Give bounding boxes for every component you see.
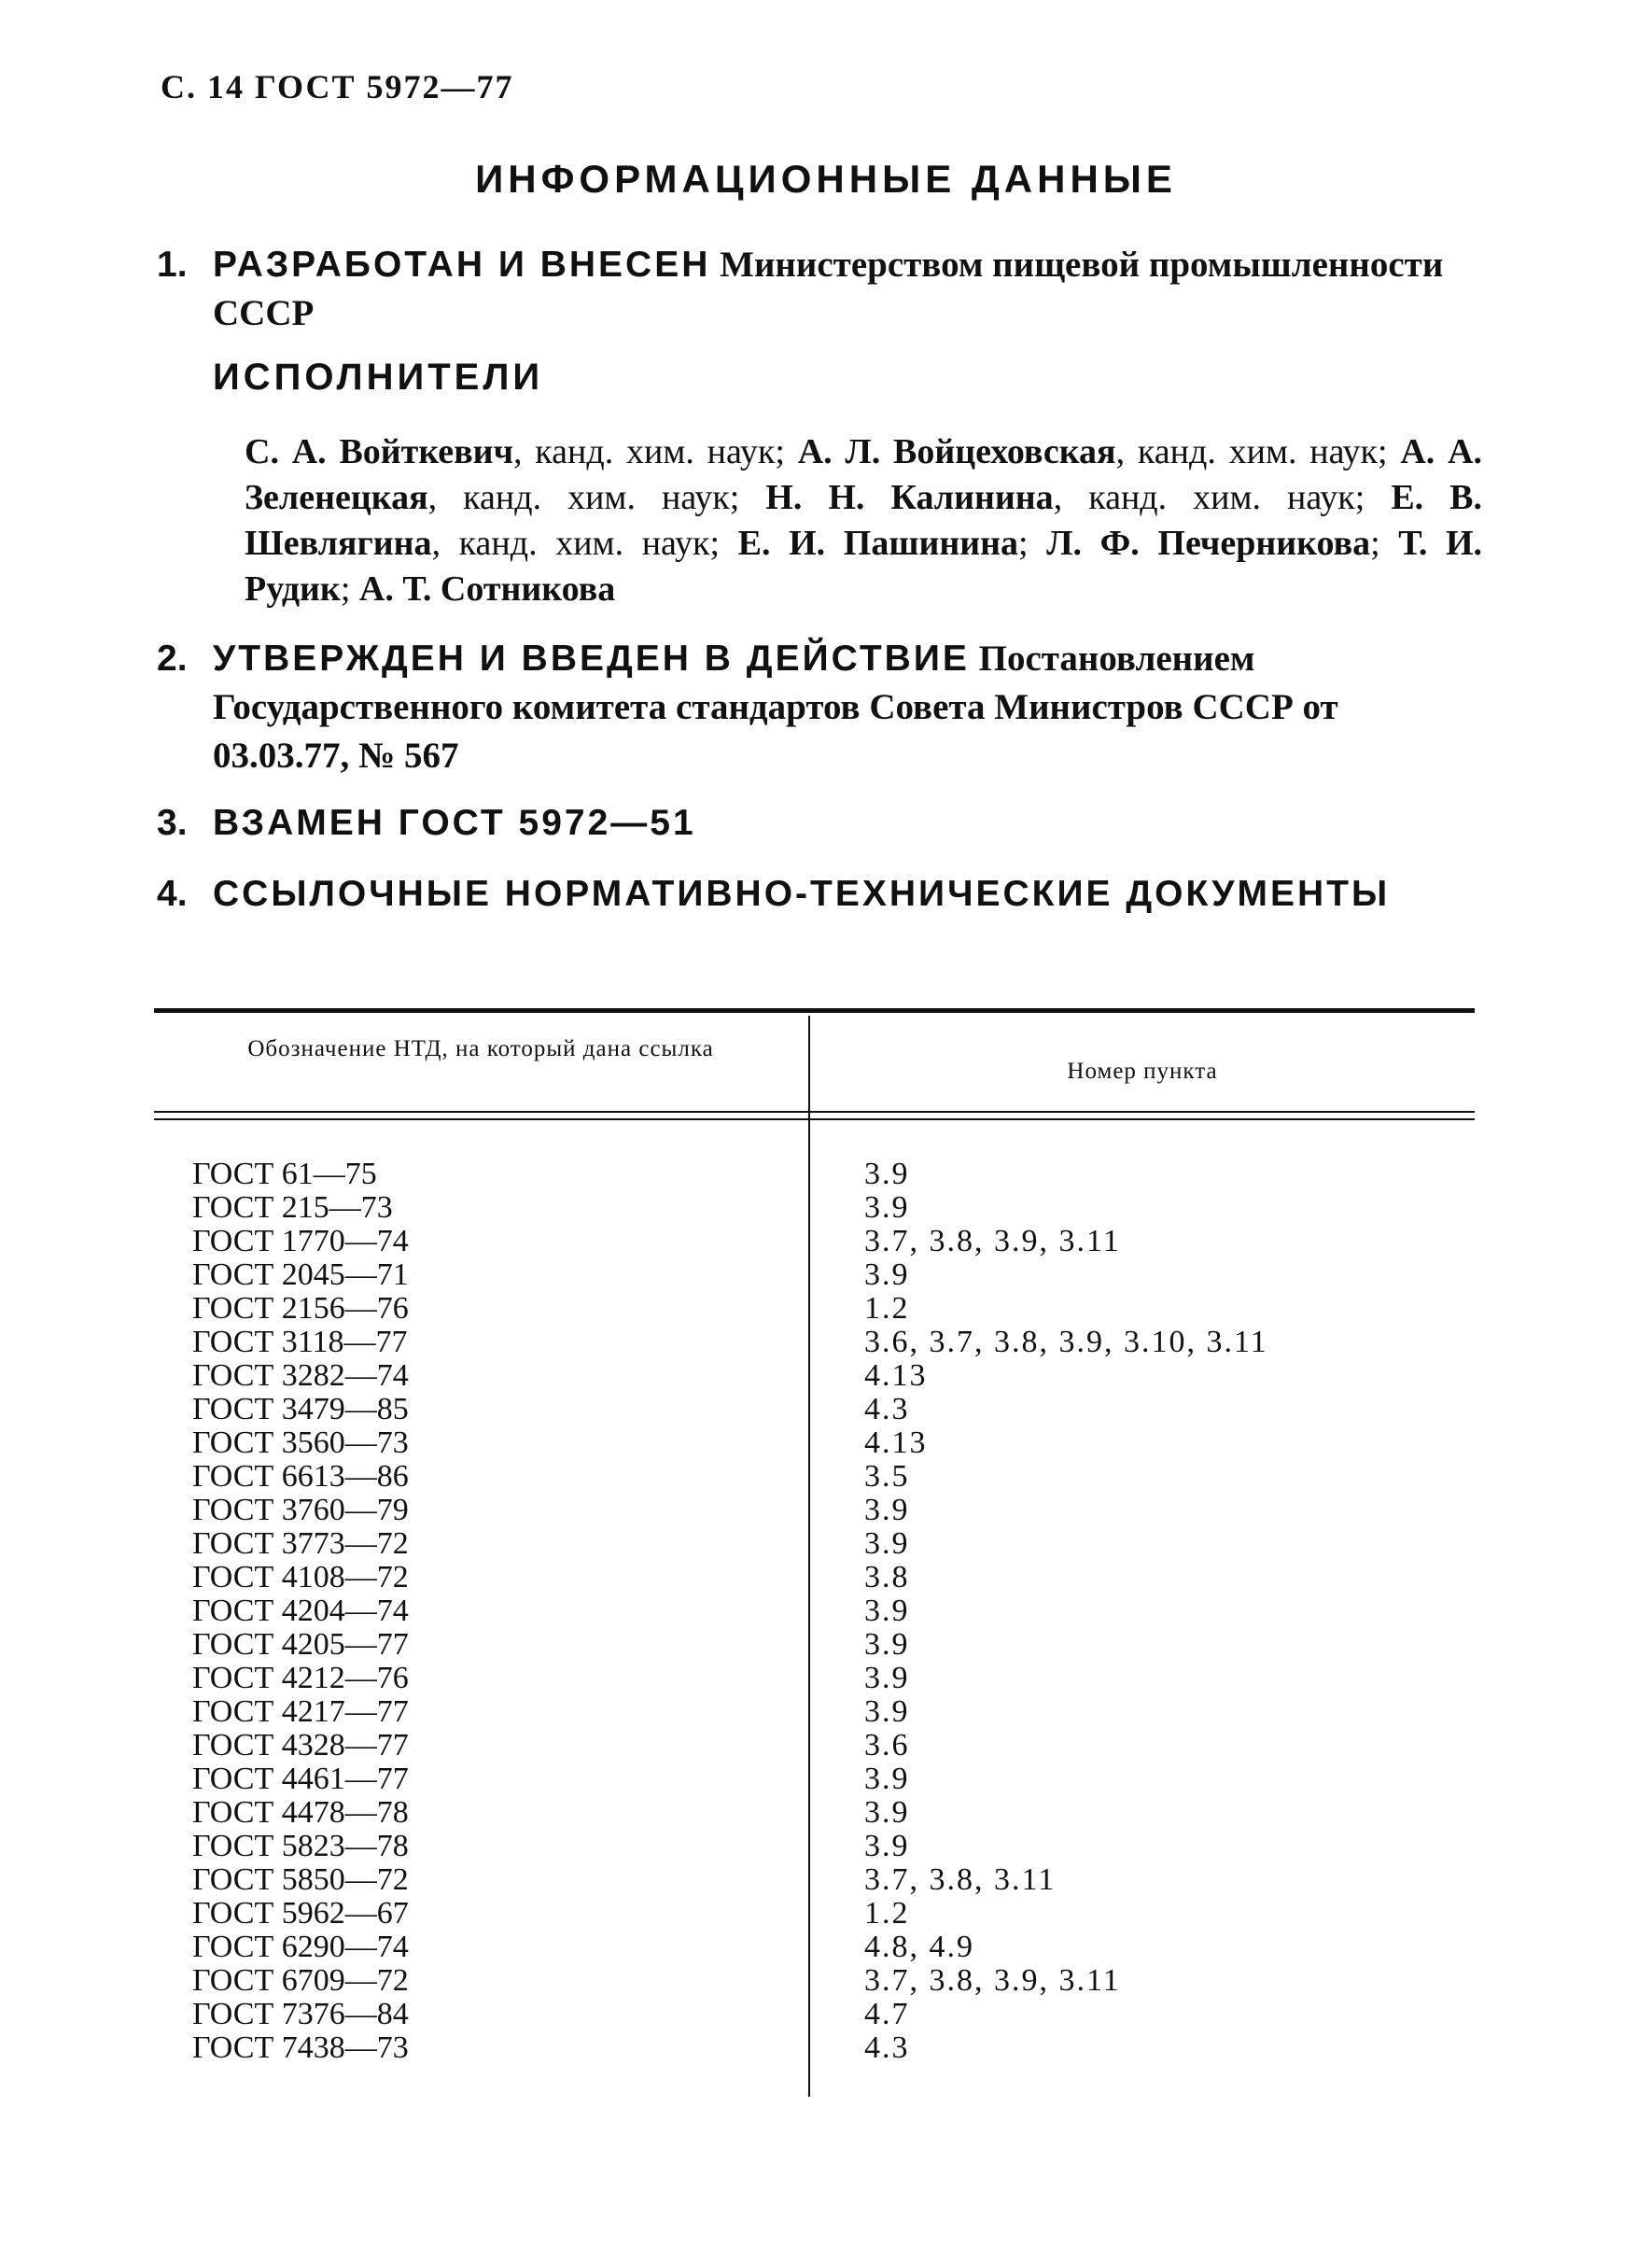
- item-numbers: 3.6, 3.7, 3.8, 3.9, 3.10, 3.11: [864, 1325, 1268, 1359]
- document-code: ГОСТ 7376—84: [192, 1997, 409, 2031]
- document-code: ГОСТ 4205—77: [192, 1627, 409, 1662]
- document-code: ГОСТ 6290—74: [192, 1930, 409, 1964]
- document-code: ГОСТ 215—73: [192, 1190, 393, 1225]
- item-numbers: 3.5: [864, 1459, 910, 1494]
- item-numbers: 3.9: [864, 1795, 910, 1830]
- column-header-item: Номер пункта: [1067, 1059, 1218, 1084]
- section-text: Постановлением Государственного комитета стандартов Совета Министров СССР от 03.03.77, № 567: [213, 639, 1338, 776]
- item-numbers: 3.7, 3.8, 3.9, 3.11: [864, 1224, 1121, 1258]
- item-numbers: 4.3: [864, 2030, 910, 2065]
- table-row: [0, 1695, 1652, 1729]
- performer-item: [738, 524, 1018, 563]
- document-code: ГОСТ 4217—77: [192, 1694, 409, 1729]
- document-code: ГОСТ 2156—76: [192, 1291, 409, 1326]
- table-row: [0, 1729, 1652, 1762]
- document-code: ГОСТ 3479—85: [192, 1392, 409, 1426]
- performer-name: Т. И. Рудик: [245, 524, 1483, 609]
- item-numbers: 3.9: [864, 1594, 910, 1628]
- table-body: [0, 1158, 1652, 2065]
- document-code: ГОСТ 3118—77: [192, 1325, 408, 1359]
- performer-degree: канд. хим. наук: [463, 478, 730, 517]
- item-numbers: 4.8, 4.9: [864, 1930, 974, 1964]
- document-code: ГОСТ 5962—67: [192, 1896, 409, 1931]
- item-numbers: 3.9: [864, 1661, 910, 1695]
- performer-item: Е. В. Шевлягина, канд. хим. наук: [245, 478, 1483, 563]
- item-numbers: 4.13: [864, 1425, 928, 1460]
- section-lead: ВЗАМЕН ГОСТ 5972—51: [213, 803, 696, 843]
- item-numbers: 4.7: [864, 1997, 910, 2031]
- performer-name: Е. И. Пашинина: [737, 524, 1019, 563]
- table-row: [0, 1426, 1652, 1460]
- item-numbers: 4.3: [864, 1392, 910, 1426]
- item-numbers: 3.9: [864, 1762, 910, 1796]
- document-code: ГОСТ 3760—79: [192, 1493, 409, 1527]
- performer-name: А. Т. Сотникова: [358, 569, 616, 609]
- performer-item: А. А. Зеленецкая, канд. хим. наук: [245, 432, 1483, 517]
- table-row: [0, 1561, 1652, 1594]
- performer-degree: канд. хим. наук: [535, 432, 776, 471]
- table-row: [0, 1527, 1652, 1561]
- table-row: [0, 1830, 1652, 1863]
- section-number: 4.: [157, 874, 188, 914]
- table-row: [0, 1762, 1652, 1796]
- item-numbers: 3.9: [864, 1694, 910, 1729]
- table-row: [0, 1964, 1652, 1998]
- page-header: С. 14 ГОСТ 5972—77: [161, 68, 514, 105]
- section-text: Министерством пищевой промышленности СССР: [213, 245, 1444, 333]
- section-3: [157, 799, 1473, 848]
- performer-item: [359, 569, 615, 609]
- table-row: [0, 1594, 1652, 1628]
- item-numbers: 3.6: [864, 1728, 910, 1762]
- section-number: 2.: [157, 639, 188, 679]
- item-numbers: 3.9: [864, 1157, 910, 1191]
- performers-list: С. А. Войткевич, канд. хим. наук; А. Л. Войцеховская, канд. хим. наук; А. А. Зеленецкая, канд. хим. наук; Н. Н. Калинина, канд. хим. наук; Е. В. Шевлягина, канд. хим. наук; Е. И. Пашинина; Л. Ф. Печерникова; Т. И. Рудик; А. Т. Сотникова: [245, 432, 1483, 609]
- document-code: ГОСТ 5850—72: [192, 1862, 409, 1897]
- section-lead: УТВЕРЖДЕН И ВВЕДЕН В ДЕЙСТВИЕ: [213, 639, 970, 679]
- table-row: [0, 1258, 1652, 1292]
- document-code: ГОСТ 3560—73: [192, 1425, 409, 1460]
- performer-item: Н. Н. Калинина, канд. хим. наук: [765, 478, 1355, 517]
- performer-name: А. Л. Войцеховская: [797, 432, 1116, 471]
- section-number: 3.: [157, 803, 188, 843]
- table-row: [0, 1998, 1652, 2031]
- item-numbers: 3.7, 3.8, 3.11: [864, 1862, 1057, 1897]
- performer-name: Н. Н. Калинина: [765, 478, 1054, 517]
- document-code: ГОСТ 1770—74: [192, 1224, 409, 1258]
- performer-item: С. А. Войткевич, канд. хим. наук: [245, 432, 776, 471]
- table-row: [0, 1796, 1652, 1830]
- table-row: [0, 1191, 1652, 1225]
- document-code: ГОСТ 4212—76: [192, 1661, 409, 1695]
- document-code: ГОСТ 6613—86: [192, 1459, 409, 1494]
- item-numbers: 3.9: [864, 1257, 910, 1292]
- performer-degree: канд. хим. наук: [458, 524, 710, 563]
- document-code: ГОСТ 4478—78: [192, 1795, 409, 1830]
- item-numbers: 3.9: [864, 1627, 910, 1662]
- table-row: [0, 1326, 1652, 1359]
- table-row: [0, 1897, 1652, 1931]
- table-row: [0, 1931, 1652, 1964]
- document-code: ГОСТ 5823—78: [192, 1829, 409, 1863]
- item-numbers: 4.13: [864, 1358, 928, 1393]
- page-title: ИНФОРМАЦИОННЫЕ ДАННЫЕ: [475, 157, 1177, 201]
- performer-name: Л. Ф. Печерникова: [1046, 524, 1371, 563]
- performer-degree: канд. хим. наук: [1088, 478, 1355, 517]
- table-row: [0, 1158, 1652, 1191]
- document-code: ГОСТ 2045—71: [192, 1257, 409, 1292]
- document-code: ГОСТ 4108—72: [192, 1560, 409, 1594]
- table-row: [0, 1863, 1652, 1897]
- table-top-rule: [154, 1008, 1475, 1013]
- header-rule: [154, 1118, 1475, 1120]
- table-row: [0, 1662, 1652, 1695]
- performer-name: С. А. Войткевич: [245, 432, 514, 471]
- section-1: [157, 241, 1473, 338]
- document-code: ГОСТ 3282—74: [192, 1358, 409, 1393]
- table-row: [0, 1292, 1652, 1326]
- item-numbers: 3.9: [864, 1526, 910, 1561]
- table-row: [0, 1225, 1652, 1258]
- document-code: ГОСТ 4461—77: [192, 1762, 409, 1796]
- performer-name: Е. В. Шевлягина: [245, 478, 1483, 563]
- performer-name: А. А. Зеленецкая: [245, 432, 1483, 517]
- document-code: ГОСТ 4328—77: [192, 1728, 409, 1762]
- column-header-document: Обозначение НТД, на который дана ссылка: [247, 1036, 714, 1061]
- section-lead: РАЗРАБОТАН И ВНЕСЕН: [213, 245, 711, 285]
- performer-item: [1046, 524, 1370, 563]
- item-numbers: 1.2: [864, 1896, 910, 1931]
- item-numbers: 3.9: [864, 1829, 910, 1863]
- table-row: [0, 1494, 1652, 1527]
- item-numbers: 3.9: [864, 1493, 910, 1527]
- document-code: ГОСТ 61—75: [192, 1157, 377, 1191]
- table-row: [0, 1628, 1652, 1662]
- section-4: [157, 870, 1473, 919]
- section-number: 1.: [157, 245, 188, 285]
- header-rule: [154, 1111, 1475, 1113]
- table-row: [0, 2031, 1652, 2065]
- table-row: [0, 1359, 1652, 1393]
- document-code: ГОСТ 6709—72: [192, 1963, 409, 1998]
- performer-item: А. Л. Войцеховская, канд. хим. наук: [797, 432, 1378, 471]
- table-row: [0, 1460, 1652, 1494]
- document-code: ГОСТ 3773—72: [192, 1526, 409, 1561]
- document-code: ГОСТ 4204—74: [192, 1594, 409, 1628]
- section-2: [157, 635, 1473, 780]
- section-lead: ССЫЛОЧНЫЕ НОРМАТИВНО-ТЕХНИЧЕСКИЕ ДОКУМЕНТЫ: [213, 874, 1391, 914]
- item-numbers: 3.7, 3.8, 3.9, 3.11: [864, 1963, 1121, 1998]
- document-code: ГОСТ 7438—73: [192, 2030, 409, 2065]
- item-numbers: 1.2: [864, 1291, 910, 1326]
- table-row: [0, 1393, 1652, 1426]
- item-numbers: 3.8: [864, 1560, 910, 1594]
- item-numbers: 3.9: [864, 1190, 910, 1225]
- performer-degree: канд. хим. наук: [1137, 432, 1378, 471]
- performers-heading: ИСПОЛНИТЕЛИ: [213, 357, 544, 398]
